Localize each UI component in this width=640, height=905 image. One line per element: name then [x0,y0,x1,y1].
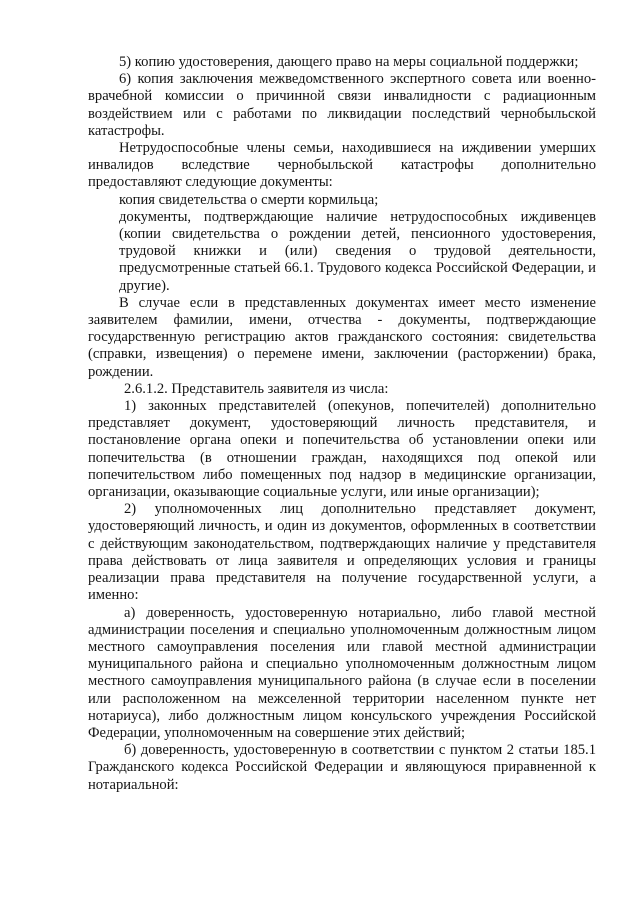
paragraph-dependents-intro: Нетрудоспособные члены семьи, находившиеся на иждивении умерших инвалидов вследствие чернобыльской катастрофы дополнительно предоставляют следующие документы: [88,140,596,191]
paragraph-item-5: 5) копию удостоверения, дающего право на меры социальной поддержки; [119,54,579,70]
paragraph-notarial-power-of-attorney: а) доверенность, удостоверенную нотариально, либо главой местной администрации поселения и специально уполномоченным должностным лицом местного самоуправления поселения или главой местной администрации муниципального района и специально уполномоченным должностным лицом местного самоуправления муниципального района (в случае если в поселении или расположенном на межселенной территории населенном пункте нет нотариуса), либо должностным лицом консульского учреждения Российской Федерации, уполномоченным на совершение этих действий; [88,604,596,741]
paragraph-death-certificate: копия свидетельства о смерти кормильца; [119,191,379,208]
paragraph-authorized-persons: 2) уполномоченных лиц дополнительно представляет документ, удостоверяющий личность, и один из документов, оформленных в соответствии с действующим законодательством, подтверждающих наличие у представителя права действовать от лица заявителя и определяющих условия и границы реализации права представителя на получение государственной услуги, а именно: [88,501,596,604]
document-body [88,54,596,794]
paragraph-item-6: 6) копия заключения межведомственного экспертного совета или военно-врачебной комиссии о причинной связи инвалидности с радиационным воздействием или с работами по ликвидации последствий чернобыльской катастрофы. [88,71,596,139]
section-heading-2-6-1-2: 2.6.1.2. Представитель заявителя из числа: [124,380,389,397]
paragraph-dependents-documents: документы, подтверждающие наличие нетрудоспособных иждивенцев (копии свидетельства о рождении детей, пенсионного удостоверения, трудовой книжки и (или) сведения о трудовой деятельности, предусмотренные статьей 66.1. Трудового кодекса Российской Федерации, и другие). [119,208,596,294]
paragraph-legal-representatives: 1) законных представителей (опекунов, попечителей) дополнительно представляет документ, удостоверяющий личность представителя, и постановление органа опеки и попечительства об установлении опеки или попечительства (в отношении граждан, находящихся под опекой или попечительством либо помещенных под надзор в медицинские организации, организации, оказывающие социальные услуги, или иные организации); [88,398,596,501]
paragraph-name-change: В случае если в представленных документах имеет место изменение заявителем фамилии, имени, отчества - документы, подтверждающие государственную регистрацию актов гражданского состояния: свидетельства (справки, извещения) о перемене имени, заключении (расторжении) брака, рождении. [88,294,596,380]
paragraph-equivalent-power-of-attorney: б) доверенность, удостоверенную в соответствии с пунктом 2 статьи 185.1 Гражданского кодекса Российской Федерации и являющуюся приравненной к нотариальной: [88,742,596,793]
